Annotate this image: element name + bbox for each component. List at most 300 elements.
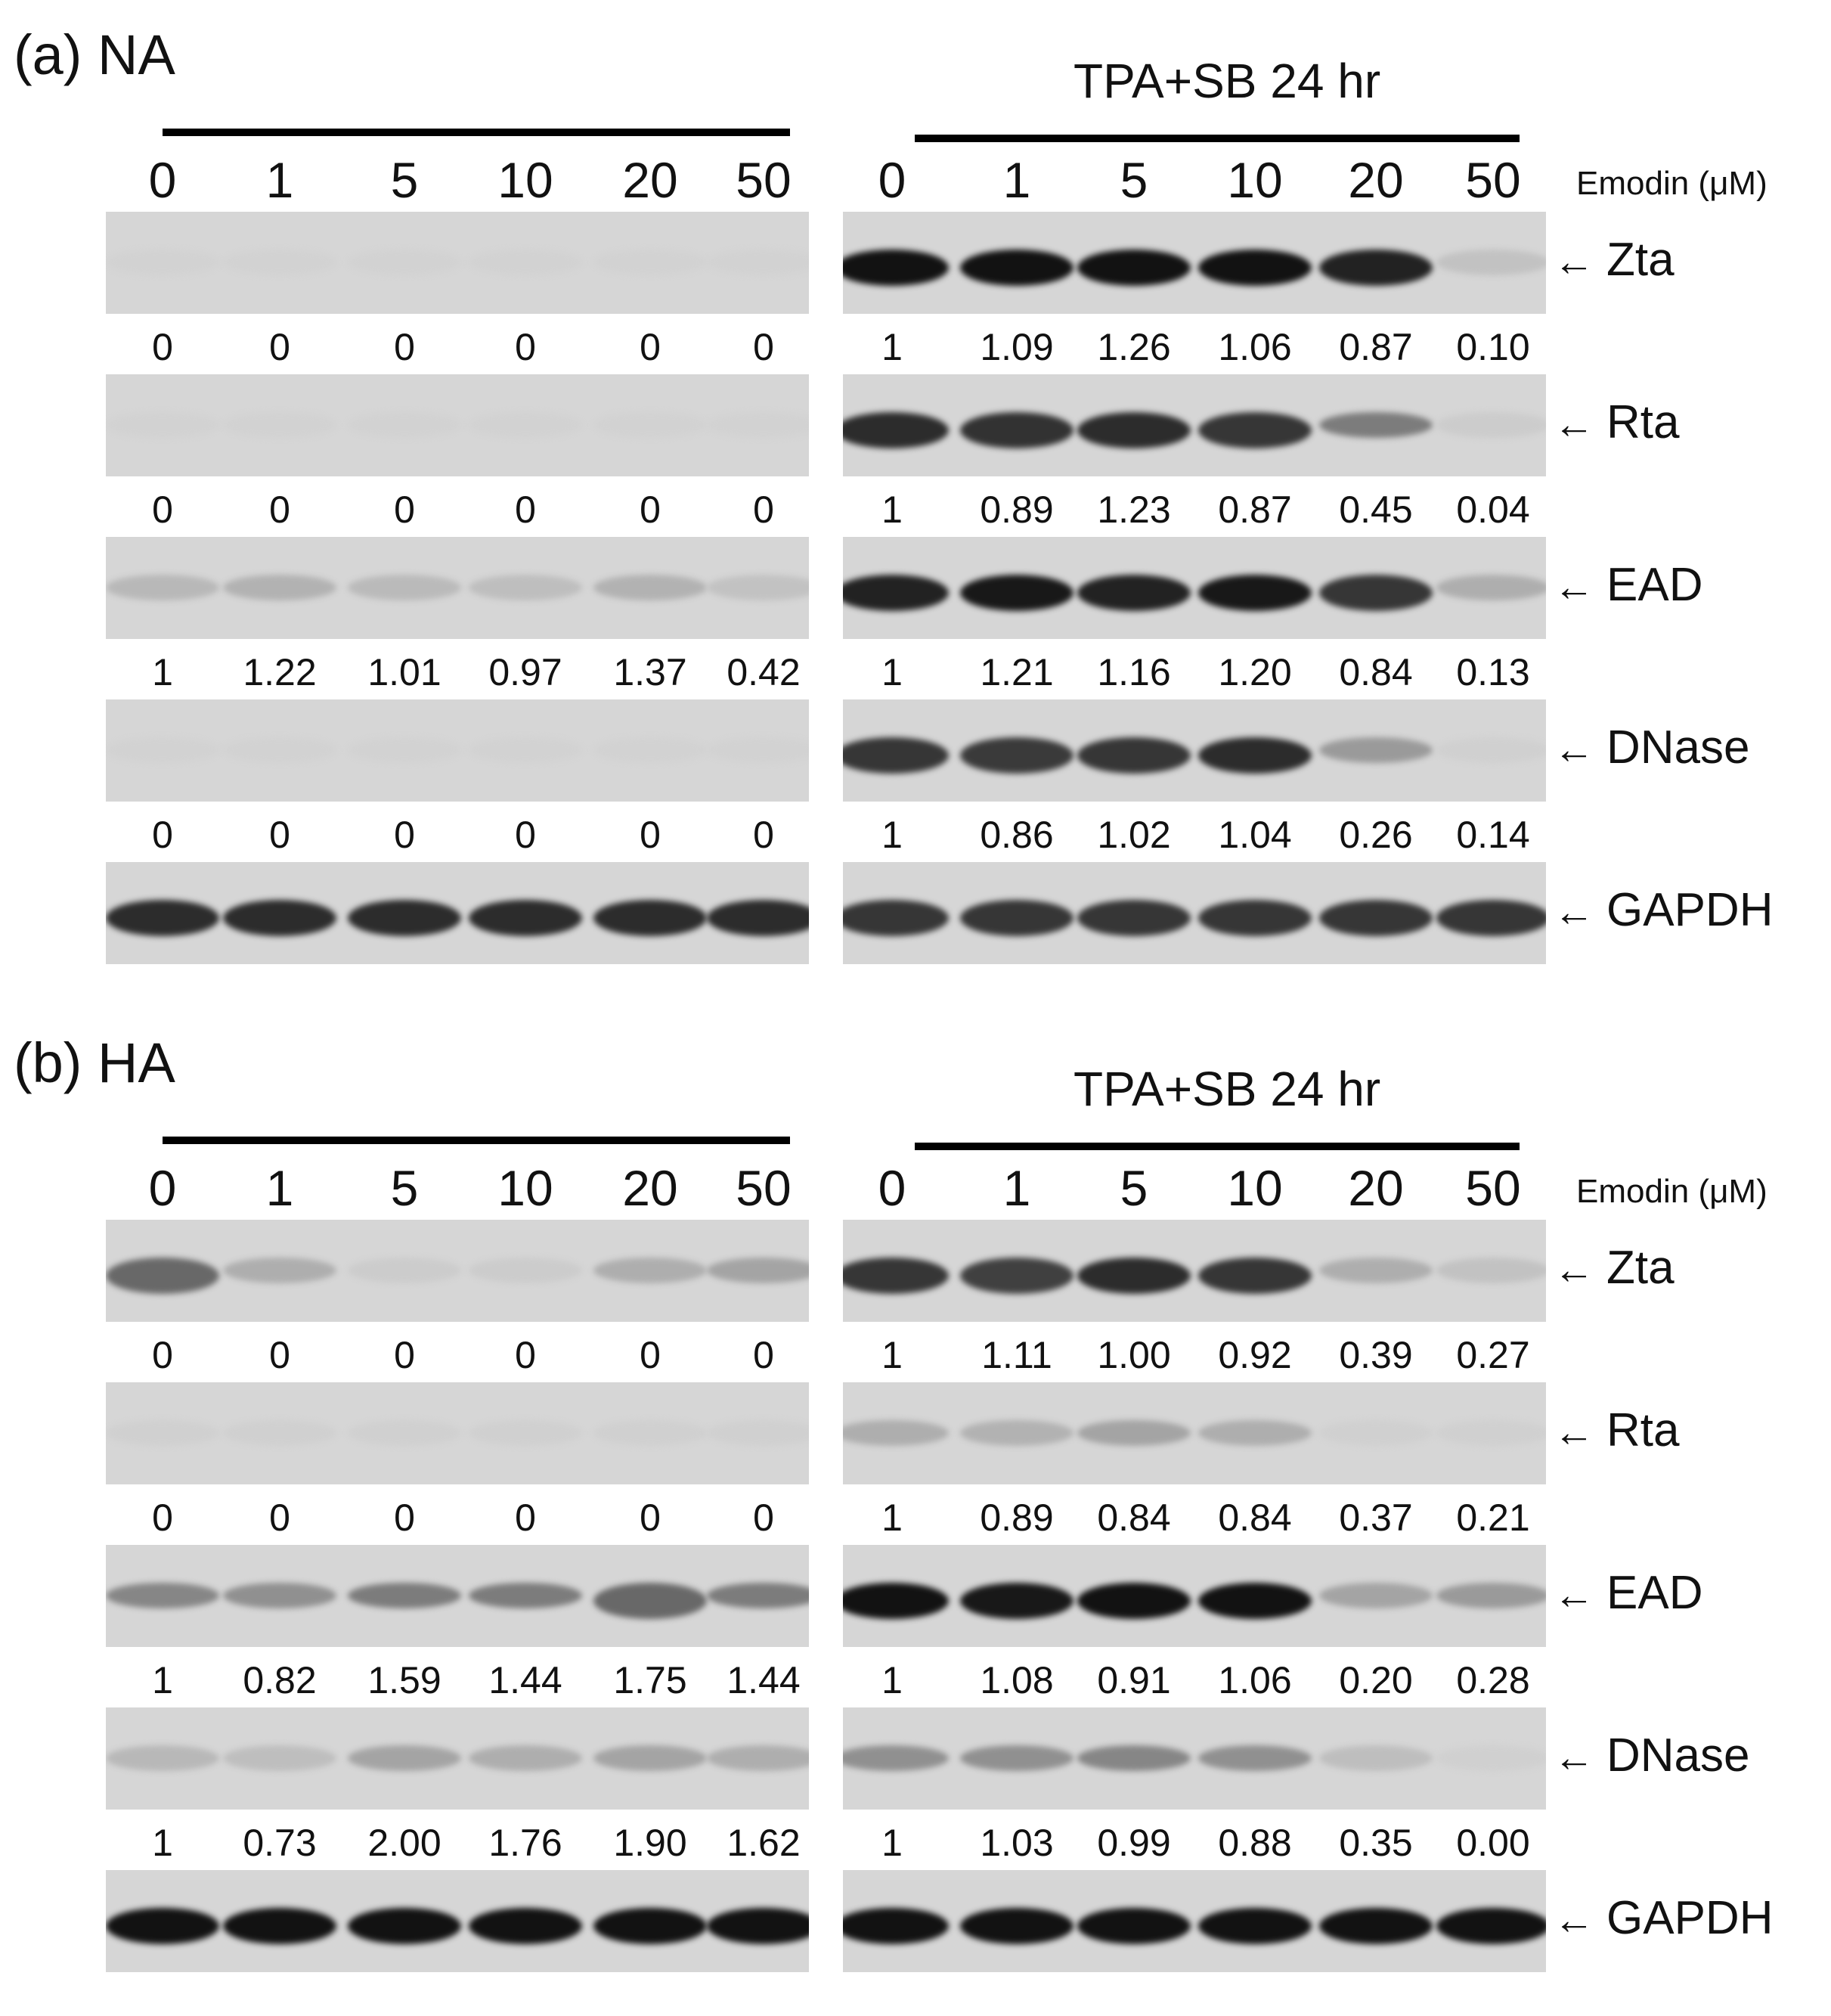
quantification-value: 0 <box>394 814 415 856</box>
protein-band <box>707 1258 809 1283</box>
protein-band <box>348 737 461 763</box>
quantification-value: 0 <box>515 326 536 368</box>
quantification-value: 0.84 <box>1339 651 1413 693</box>
quantification-value: 1.44 <box>488 1659 562 1701</box>
protein-band <box>1077 1745 1191 1771</box>
protein-name: Zta <box>1606 234 1675 286</box>
protein-band <box>593 900 707 936</box>
quantification-value: 0.89 <box>980 488 1054 531</box>
left-arrow-icon: ← <box>1554 564 1594 609</box>
left-arrow-icon: ← <box>1554 727 1594 772</box>
quantification-value: 1.04 <box>1218 814 1292 856</box>
quantification-value: 0 <box>269 814 290 856</box>
concentration-label: 0 <box>878 152 906 208</box>
protein-band <box>960 900 1074 936</box>
left-blot-dnase <box>106 699 809 802</box>
concentration-label: 1 <box>1002 1160 1031 1216</box>
quantification-value: 1.26 <box>1097 326 1171 368</box>
protein-label-zta <box>1554 233 1675 287</box>
quantification-value: 0 <box>269 1496 290 1539</box>
treatment-label: TPA+SB 24 hr <box>1074 1062 1381 1116</box>
protein-label-zta <box>1554 1241 1675 1295</box>
quantification-value: 0 <box>640 326 661 368</box>
concentration-label: 50 <box>736 1160 792 1216</box>
protein-band <box>106 412 219 438</box>
protein-band <box>1319 1908 1433 1944</box>
concentration-label: 50 <box>1465 152 1521 208</box>
left-arrow-icon: ← <box>1554 1897 1594 1943</box>
protein-band <box>1436 1745 1546 1771</box>
protein-band <box>843 1420 949 1446</box>
quantification-value: 1.59 <box>367 1659 441 1701</box>
protein-band <box>1198 575 1312 611</box>
protein-band <box>843 1745 949 1771</box>
protein-band <box>223 1908 336 1944</box>
protein-band <box>1319 1258 1433 1283</box>
protein-band <box>960 1420 1074 1446</box>
quantification-value: 0 <box>640 488 661 531</box>
protein-band <box>106 737 219 763</box>
protein-band <box>707 1583 809 1608</box>
quantification-value: 0.73 <box>243 1822 317 1864</box>
protein-band <box>469 575 582 600</box>
protein-band <box>348 1258 461 1283</box>
quantification-value: 0.87 <box>1218 488 1292 531</box>
quantification-value: 1.02 <box>1097 814 1171 856</box>
quantification-value: 1 <box>152 1822 173 1864</box>
right-blot-gapdh <box>843 1870 1546 1972</box>
protein-band <box>223 1420 336 1446</box>
protein-band <box>593 1583 707 1619</box>
quantification-value: 0.45 <box>1339 488 1413 531</box>
protein-label-gapdh <box>1554 883 1773 937</box>
quantification-value: 1 <box>881 488 903 531</box>
protein-band <box>1436 250 1546 275</box>
quantification-value: 0.84 <box>1097 1496 1171 1539</box>
protein-band <box>960 1908 1074 1944</box>
quantification-value: 1.21 <box>980 651 1054 693</box>
protein-band <box>1319 900 1433 936</box>
protein-name: Zta <box>1606 1242 1675 1294</box>
protein-band <box>1198 250 1312 286</box>
quantification-value: 1.01 <box>367 651 441 693</box>
protein-band <box>1436 1420 1546 1446</box>
protein-band <box>348 412 461 438</box>
quantification-value: 0 <box>640 1496 661 1539</box>
protein-band <box>843 412 949 448</box>
protein-label-gapdh <box>1554 1891 1773 1945</box>
quantification-value: 1 <box>881 1334 903 1376</box>
quantification-value: 1 <box>881 1496 903 1539</box>
protein-band <box>843 1258 949 1294</box>
left-blot-gapdh <box>106 862 809 964</box>
left-blot-rta <box>106 1382 809 1484</box>
concentration-label: 0 <box>148 1160 177 1216</box>
protein-band <box>348 575 461 600</box>
quantification-value: 0 <box>152 1496 173 1539</box>
protein-band <box>707 575 809 600</box>
protein-band <box>106 575 219 600</box>
left-blot-rta <box>106 374 809 476</box>
protein-band <box>469 250 582 275</box>
protein-band <box>1198 1583 1312 1619</box>
protein-band <box>106 1583 219 1608</box>
quantification-value: 1.11 <box>981 1334 1052 1376</box>
protein-band <box>593 1258 707 1283</box>
protein-band <box>843 575 949 611</box>
protein-band <box>1198 900 1312 936</box>
quantification-value: 0 <box>640 1334 661 1376</box>
protein-name: DNase <box>1606 721 1750 774</box>
left-arrow-icon: ← <box>1554 402 1594 447</box>
protein-band <box>707 250 809 275</box>
quantification-value: 0.42 <box>727 651 801 693</box>
protein-band <box>960 412 1074 448</box>
right-group-bar <box>915 135 1520 142</box>
quantification-value: 1.09 <box>980 326 1054 368</box>
panel-title: (a) NA <box>14 23 175 86</box>
protein-band <box>593 575 707 600</box>
quantification-value: 1.20 <box>1218 651 1292 693</box>
quantification-value: 0.84 <box>1218 1496 1292 1539</box>
quantification-value: 1.75 <box>613 1659 687 1701</box>
quantification-value: 0.35 <box>1339 1822 1413 1864</box>
protein-band <box>1436 1583 1546 1608</box>
quantification-value: 0 <box>753 814 774 856</box>
protein-band <box>1319 1420 1433 1446</box>
protein-name: Rta <box>1606 1404 1680 1456</box>
concentration-label: 10 <box>497 152 553 208</box>
protein-band <box>469 1258 582 1283</box>
protein-band <box>223 737 336 763</box>
quantification-value: 0.27 <box>1456 1334 1530 1376</box>
concentration-label: 0 <box>878 1160 906 1216</box>
protein-band <box>593 1908 707 1944</box>
protein-band <box>707 900 809 936</box>
protein-band <box>1198 1908 1312 1944</box>
protein-band <box>223 412 336 438</box>
quantification-value: 1.16 <box>1097 651 1171 693</box>
quantification-value: 0.82 <box>243 1659 317 1701</box>
quantification-value: 0.91 <box>1097 1659 1171 1701</box>
left-blot-zta <box>106 1220 809 1322</box>
concentration-label: 5 <box>390 1160 419 1216</box>
quantification-value: 1.06 <box>1218 1659 1292 1701</box>
quantification-value: 0 <box>269 488 290 531</box>
protein-band <box>223 900 336 936</box>
protein-band <box>223 1583 336 1608</box>
concentration-unit-label: Emodin (μM) <box>1576 1173 1767 1210</box>
protein-band <box>1319 1745 1433 1771</box>
quantification-value: 0.04 <box>1456 488 1530 531</box>
quantification-value: 0 <box>152 326 173 368</box>
protein-name: DNase <box>1606 1729 1750 1782</box>
quantification-value: 0 <box>515 814 536 856</box>
protein-name: EAD <box>1606 1567 1703 1619</box>
concentration-label: 5 <box>1120 1160 1148 1216</box>
protein-band <box>843 1908 949 1944</box>
left-arrow-icon: ← <box>1554 889 1594 935</box>
protein-band <box>1319 737 1433 763</box>
quantification-value: 0 <box>753 326 774 368</box>
quantification-value: 1.08 <box>980 1659 1054 1701</box>
protein-band <box>1436 737 1546 763</box>
quantification-value: 0.26 <box>1339 814 1413 856</box>
protein-band <box>469 412 582 438</box>
left-arrow-icon: ← <box>1554 239 1594 284</box>
quantification-value: 0 <box>515 1496 536 1539</box>
left-group-bar <box>163 1137 790 1144</box>
quantification-value: 0.14 <box>1456 814 1530 856</box>
protein-name: EAD <box>1606 559 1703 611</box>
quantification-value: 1 <box>152 651 173 693</box>
quantification-value: 0 <box>753 1496 774 1539</box>
protein-band <box>1077 900 1191 936</box>
protein-band <box>469 1908 582 1944</box>
quantification-value: 0 <box>269 326 290 368</box>
right-blot-ead <box>843 1545 1546 1647</box>
protein-band <box>1319 1583 1433 1608</box>
protein-band <box>960 1745 1074 1771</box>
quantification-value: 1 <box>881 651 903 693</box>
concentration-label: 20 <box>622 152 678 208</box>
right-blot-gapdh <box>843 862 1546 964</box>
protein-band <box>1319 412 1433 438</box>
protein-band <box>960 1258 1074 1294</box>
right-blot-dnase <box>843 699 1546 802</box>
quantification-value: 1.62 <box>727 1822 801 1864</box>
protein-label-dnase <box>1554 1729 1750 1782</box>
protein-band <box>469 1745 582 1771</box>
protein-band <box>960 737 1074 774</box>
quantification-value: 1.90 <box>613 1822 687 1864</box>
quantification-value: 1 <box>881 814 903 856</box>
quantification-value: 0 <box>152 488 173 531</box>
quantification-value: 1 <box>152 1659 173 1701</box>
left-blot-dnase <box>106 1707 809 1810</box>
protein-band <box>707 1420 809 1446</box>
quantification-value: 1.22 <box>243 651 317 693</box>
quantification-value: 1.00 <box>1097 1334 1171 1376</box>
protein-band <box>1198 1258 1312 1294</box>
protein-band <box>106 250 219 275</box>
quantification-value: 0 <box>753 488 774 531</box>
protein-band <box>593 1420 707 1446</box>
quantification-value: 1.06 <box>1218 326 1292 368</box>
protein-band <box>223 1258 336 1283</box>
concentration-unit-label: Emodin (μM) <box>1576 165 1767 202</box>
concentration-label: 50 <box>736 152 792 208</box>
protein-band <box>1077 575 1191 611</box>
right-blot-zta <box>843 212 1546 314</box>
concentration-label: 1 <box>1002 152 1031 208</box>
protein-band <box>843 900 949 936</box>
concentration-label: 50 <box>1465 1160 1521 1216</box>
quantification-value: 0.10 <box>1456 326 1530 368</box>
protein-band <box>843 250 949 286</box>
protein-band <box>348 1745 461 1771</box>
protein-band <box>593 737 707 763</box>
treatment-label: TPA+SB 24 hr <box>1074 54 1381 108</box>
protein-band <box>106 1420 219 1446</box>
protein-band <box>106 1908 219 1944</box>
concentration-label: 5 <box>390 152 419 208</box>
protein-band <box>1436 412 1546 438</box>
quantification-value: 0.21 <box>1456 1496 1530 1539</box>
quantification-value: 0.00 <box>1456 1822 1530 1864</box>
quantification-value: 0.28 <box>1456 1659 1530 1701</box>
left-arrow-icon: ← <box>1554 1735 1594 1780</box>
concentration-label: 20 <box>622 1160 678 1216</box>
protein-name: GAPDH <box>1606 884 1774 936</box>
protein-label-ead <box>1554 1566 1702 1620</box>
quantification-value: 0.86 <box>980 814 1054 856</box>
quantification-value: 0 <box>269 1334 290 1376</box>
concentration-label: 0 <box>148 152 177 208</box>
protein-band <box>1077 412 1191 448</box>
protein-band <box>1077 737 1191 774</box>
right-blot-zta <box>843 1220 1546 1322</box>
panel-title: (b) HA <box>14 1031 175 1094</box>
quantification-value: 1 <box>881 1659 903 1701</box>
quantification-value: 1.03 <box>980 1822 1054 1864</box>
protein-band <box>223 575 336 600</box>
protein-band <box>707 737 809 763</box>
protein-name: GAPDH <box>1606 1892 1774 1944</box>
left-arrow-icon: ← <box>1554 1247 1594 1292</box>
protein-label-ead <box>1554 558 1702 612</box>
quantification-value: 0 <box>394 326 415 368</box>
quantification-value: 1.23 <box>1097 488 1171 531</box>
right-group-bar <box>915 1143 1520 1150</box>
right-blot-rta <box>843 374 1546 476</box>
concentration-label: 10 <box>497 1160 553 1216</box>
right-blot-rta <box>843 1382 1546 1484</box>
protein-band <box>707 1745 809 1771</box>
right-blot-ead <box>843 537 1546 639</box>
quantification-value: 0 <box>394 488 415 531</box>
left-blot-ead <box>106 537 809 639</box>
protein-band <box>1436 1908 1546 1944</box>
concentration-label: 10 <box>1227 1160 1283 1216</box>
protein-band <box>106 1258 219 1294</box>
protein-band <box>106 1745 219 1771</box>
protein-band <box>348 1420 461 1446</box>
protein-band <box>348 900 461 936</box>
quantification-value: 1.37 <box>613 651 687 693</box>
quantification-value: 0.97 <box>488 651 562 693</box>
quantification-value: 0.99 <box>1097 1822 1171 1864</box>
quantification-value: 1 <box>881 326 903 368</box>
quantification-value: 1.76 <box>488 1822 562 1864</box>
left-arrow-icon: ← <box>1554 1410 1594 1455</box>
protein-label-dnase <box>1554 721 1750 774</box>
quantification-value: 0.20 <box>1339 1659 1413 1701</box>
protein-band <box>707 1908 809 1944</box>
quantification-value: 2.00 <box>367 1822 441 1864</box>
protein-band <box>348 250 461 275</box>
protein-band <box>843 1583 949 1619</box>
quantification-value: 0.89 <box>980 1496 1054 1539</box>
protein-band <box>593 412 707 438</box>
protein-band <box>1198 1745 1312 1771</box>
protein-band <box>960 1583 1074 1619</box>
concentration-label: 10 <box>1227 152 1283 208</box>
protein-band <box>1198 412 1312 448</box>
left-group-bar <box>163 129 790 136</box>
quantification-value: 1 <box>881 1822 903 1864</box>
quantification-value: 0.39 <box>1339 1334 1413 1376</box>
protein-band <box>469 900 582 936</box>
protein-label-rta <box>1554 395 1679 449</box>
quantification-value: 0 <box>753 1334 774 1376</box>
protein-band <box>223 1745 336 1771</box>
protein-band <box>960 250 1074 286</box>
protein-band <box>223 250 336 275</box>
protein-band <box>1436 575 1546 600</box>
quantification-value: 0.88 <box>1218 1822 1292 1864</box>
protein-band <box>1077 250 1191 286</box>
quantification-value: 0 <box>515 1334 536 1376</box>
protein-band <box>960 575 1074 611</box>
protein-band <box>707 412 809 438</box>
left-blot-ead <box>106 1545 809 1647</box>
left-arrow-icon: ← <box>1554 1572 1594 1617</box>
protein-band <box>1319 575 1433 611</box>
protein-band <box>469 1420 582 1446</box>
quantification-value: 0.87 <box>1339 326 1413 368</box>
quantification-value: 0.92 <box>1218 1334 1292 1376</box>
quantification-value: 1.44 <box>727 1659 801 1701</box>
protein-name: Rta <box>1606 396 1680 448</box>
protein-band <box>1198 1420 1312 1446</box>
protein-band <box>106 900 219 936</box>
left-blot-zta <box>106 212 809 314</box>
protein-band <box>1077 1583 1191 1619</box>
quantification-value: 0 <box>515 488 536 531</box>
protein-band <box>1077 1258 1191 1294</box>
protein-band <box>469 1583 582 1608</box>
protein-band <box>1077 1908 1191 1944</box>
quantification-value: 0 <box>394 1496 415 1539</box>
protein-label-rta <box>1554 1403 1679 1457</box>
protein-band <box>843 737 949 774</box>
concentration-label: 1 <box>265 1160 294 1216</box>
right-blot-dnase <box>843 1707 1546 1810</box>
concentration-label: 1 <box>265 152 294 208</box>
protein-band <box>348 1908 461 1944</box>
protein-band <box>593 1745 707 1771</box>
quantification-value: 0.13 <box>1456 651 1530 693</box>
concentration-label: 20 <box>1348 152 1404 208</box>
concentration-label: 20 <box>1348 1160 1404 1216</box>
protein-band <box>469 737 582 763</box>
protein-band <box>1198 737 1312 774</box>
quantification-value: 0 <box>152 814 173 856</box>
quantification-value: 0 <box>152 1334 173 1376</box>
protein-band <box>1436 1258 1546 1283</box>
quantification-value: 0.37 <box>1339 1496 1413 1539</box>
protein-band <box>1436 900 1546 936</box>
quantification-value: 0 <box>640 814 661 856</box>
protein-band <box>593 250 707 275</box>
concentration-label: 5 <box>1120 152 1148 208</box>
left-blot-gapdh <box>106 1870 809 1972</box>
protein-band <box>1077 1420 1191 1446</box>
panel-b <box>0 1008 1831 2016</box>
protein-band <box>348 1583 461 1608</box>
quantification-value: 0 <box>394 1334 415 1376</box>
